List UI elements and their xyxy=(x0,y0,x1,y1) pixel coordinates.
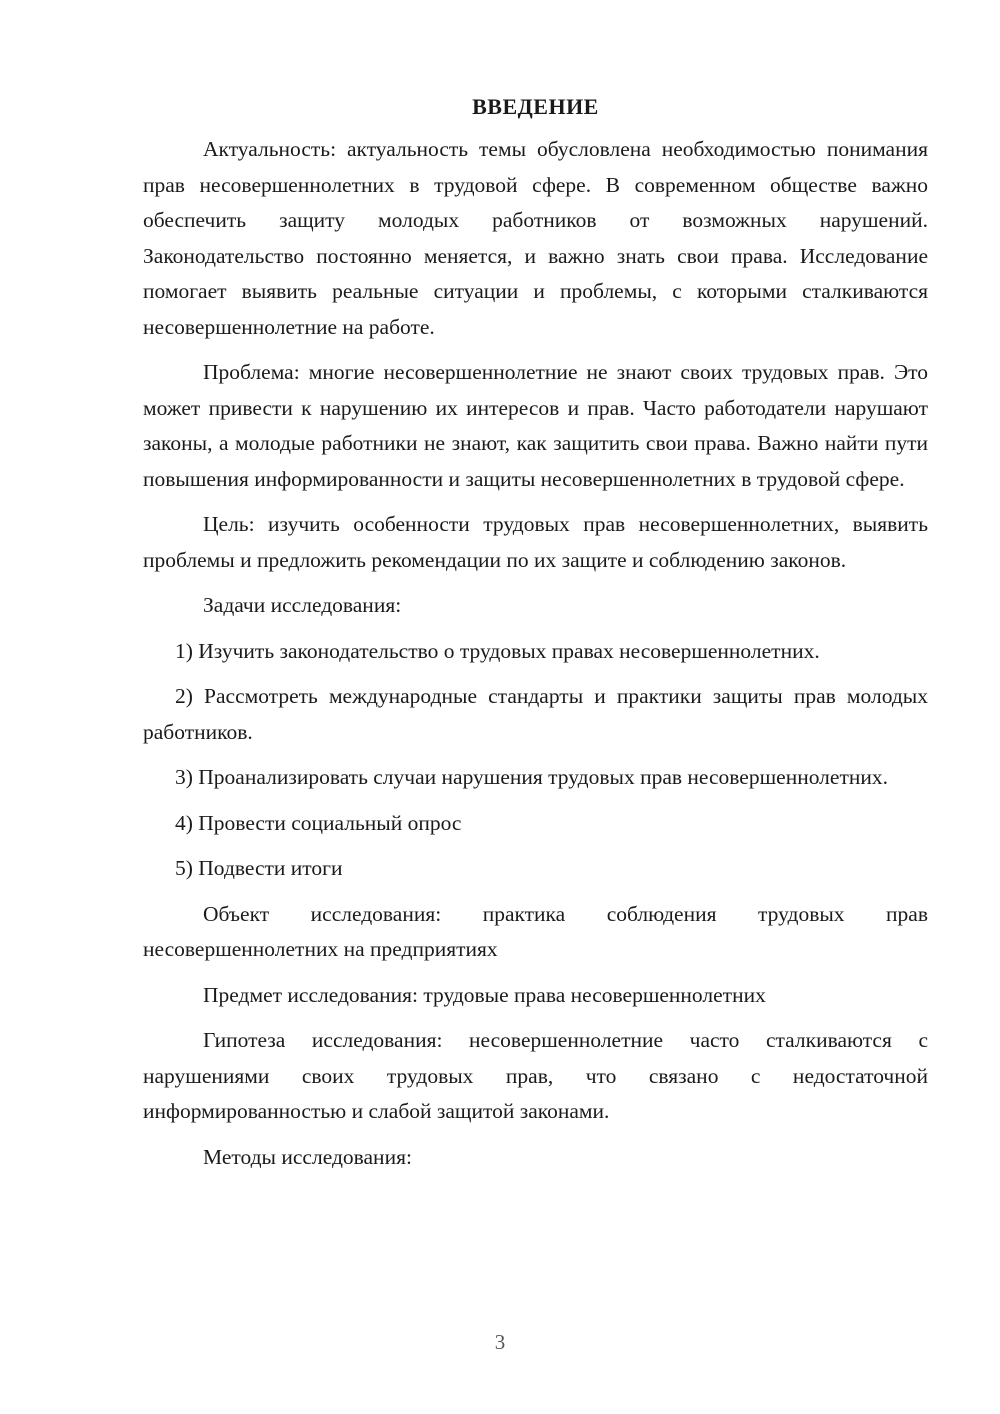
paragraph-problem: Проблема: многие несовершеннолетние не знают своих трудовых прав. Это может привести к нарушению их интересов и прав. Часто работодатели нарушают законы, а молодые работники не знают, как защитить свои права. Важно найти пути повышения информированности и защиты несовершеннолетних в трудовой сфере. xyxy=(143,360,928,491)
paragraph-methods-title: Методы исследования: xyxy=(203,1144,412,1169)
page-number: 3 xyxy=(494,1330,506,1354)
page-title: ВВЕДЕНИЕ xyxy=(472,94,599,119)
paragraph-hypothesis: Гипотеза исследования: несовершеннолетние часто сталкиваются с нарушениями своих трудовых прав, что связано с недостаточной информированностью и слабой защитой законами. xyxy=(143,1028,928,1123)
list-item-task-4: 4) Провести социальный опрос xyxy=(175,810,462,835)
list-item-task-3: 3) Проанализировать случаи нарушения трудовых прав несовершеннолетних. xyxy=(175,765,888,789)
paragraph-relevance: Актуальность: актуальность темы обусловлена необходимостью понимания прав несовершеннолетних в трудовой сфере. В современном обществе важно обеспечить защиту молодых работников от возможных нарушений. Законодательство постоянно меняется, и важно знать свои права. Исследование помогает выявить реальные ситуации и проблемы, с которыми сталкиваются несовершеннолетние на работе. xyxy=(143,137,928,339)
list-item-task-5: 5) Подвести итоги xyxy=(175,856,343,880)
paragraph-tasks-title: Задачи исследования: xyxy=(203,593,402,617)
paragraph-subject: Предмет исследования: трудовые права несовершеннолетних xyxy=(203,982,766,1007)
paragraph-goal: Цель: изучить особенности трудовых прав несовершеннолетних, выявить проблемы и предложить рекомендации по их защите и соблюдению законов. xyxy=(143,512,928,572)
list-item-task-1: 1) Изучить законодательство о трудовых правах несовершеннолетних. xyxy=(175,638,820,663)
paragraph-object: Объект исследования: практика соблюдения трудовых прав несовершеннолетних на предприятиях xyxy=(143,901,928,961)
list-item-task-2: 2) Рассмотреть международные стандарты и практики защиты прав молодых работников. xyxy=(143,684,928,744)
document-page xyxy=(143,92,928,1185)
